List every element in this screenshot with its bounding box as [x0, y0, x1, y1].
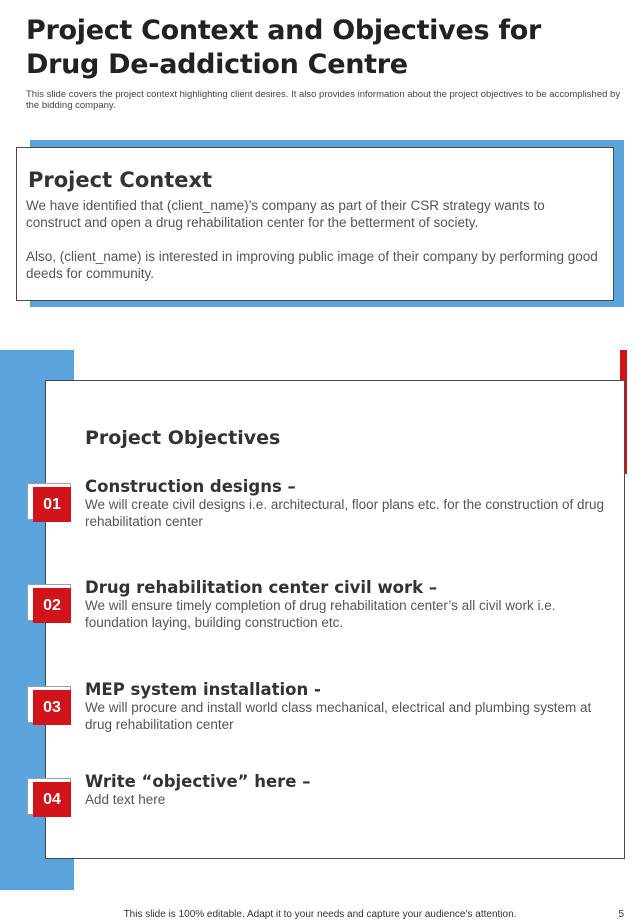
project-context-heading: Project Context	[28, 168, 213, 192]
page-subtitle: This slide covers the project context highlighting client desires. It also provides information about the project objectives to be accomplished by the bidding company.	[26, 89, 621, 111]
page-title: Project Context and Objectives for Drug De-addiction Centre	[26, 15, 542, 80]
project-context-paragraph-2: Also, (client_name) is interested in improving public image of their company by performing good deeds for community.	[26, 249, 598, 281]
objective-title: Construction designs –	[85, 477, 296, 496]
objective-description: Add text here	[85, 792, 166, 807]
page-number: 5	[618, 909, 624, 920]
objective-title: MEP system installation -	[85, 680, 321, 699]
objective-title: Drug rehabilitation center civil work –	[85, 578, 438, 597]
objective-description: We will create civil designs i.e. architectural, floor plans etc. for the construction of drug rehabilitation center	[85, 497, 604, 529]
objective-number-badge: 03	[33, 690, 71, 725]
project-context-paragraph-1: We have identified that (client_name)’s company as part of their CSR strategy wants to construct and open a drug rehabilitation center for the betterment of society.	[26, 198, 545, 230]
objective-description: We will procure and install world class mechanical, electrical and plumbing system at drug rehabilitation center	[85, 700, 592, 732]
objective-item	[0, 578, 640, 644]
objective-number-badge: 01	[33, 487, 71, 522]
objective-item	[0, 477, 640, 543]
objective-description: We will ensure timely completion of drug rehabilitation center’s all civil work i.e. foundation laying, building construction etc.	[85, 598, 556, 630]
project-context-box	[16, 147, 614, 301]
objective-number-badge: 02	[33, 588, 71, 623]
objective-number-badge: 04	[33, 782, 71, 817]
footer-note: This slide is 100% editable. Adapt it to your needs and capture your audience’s attention.	[123, 909, 517, 920]
objective-title: Write “objective” here –	[85, 772, 311, 791]
objective-item	[0, 680, 640, 746]
project-objectives-heading: Project Objectives	[85, 427, 281, 449]
objective-item	[0, 772, 640, 838]
